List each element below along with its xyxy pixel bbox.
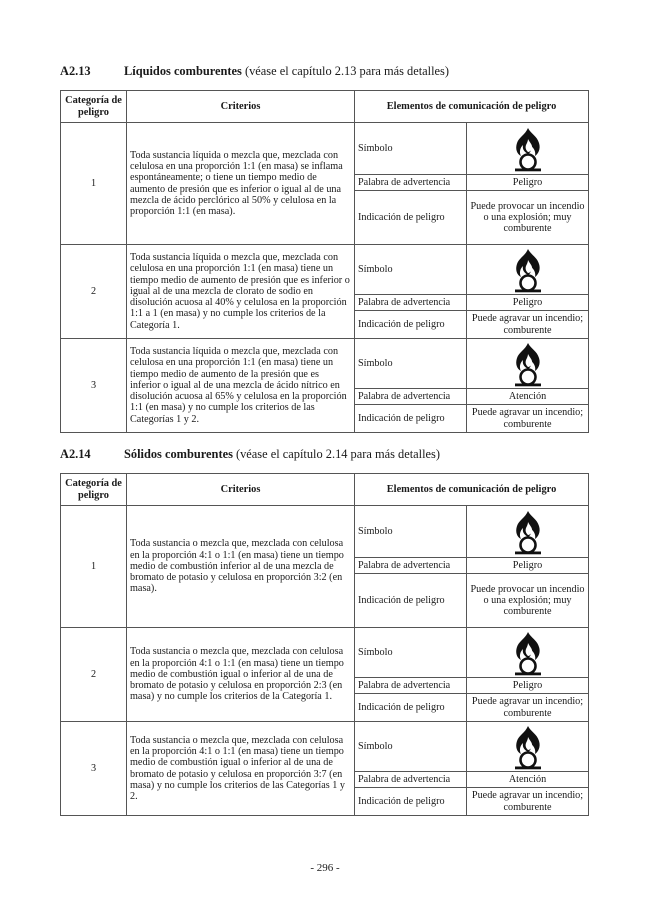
table-row	[61, 722, 589, 772]
symbol-label: Símbolo	[355, 339, 467, 389]
header-elements: Elementos de comunicación de peligro	[355, 474, 589, 506]
page-number: - 296 -	[310, 862, 340, 874]
section-title-a2-14	[60, 447, 440, 461]
hazard-table-liquids	[60, 90, 589, 433]
header-category: Categoría de peligro	[61, 474, 127, 506]
hazard-statement: Puede agravar un incendio; comburente	[467, 694, 589, 722]
signal-word-label: Palabra de advertencia	[355, 295, 467, 311]
symbol-label: Símbolo	[355, 506, 467, 558]
table-row	[61, 339, 589, 389]
flame-over-circle-icon	[467, 245, 589, 295]
flame-over-circle-icon	[467, 506, 589, 558]
hazard-table-solids	[60, 473, 589, 816]
table-row	[61, 123, 589, 175]
signal-word: Peligro	[467, 175, 589, 191]
section-name: Líquidos comburentes	[124, 64, 242, 78]
header-criteria: Criterios	[127, 474, 355, 506]
symbol-label: Símbolo	[355, 628, 467, 678]
criteria-cell: Toda sustancia líquida o mezcla que, mezclada con celulosa en una proporción 1:1 (en masa) se inflama espontáneamente; o tiene un tiempo medio de aumento de presión que es inferior o igual al de una mezcla de ácido perclórico al 50% y celulosa en la proporción 1:1 (en masa).	[127, 123, 355, 245]
header-criteria: Criterios	[127, 91, 355, 123]
criteria-cell: Toda sustancia o mezcla que, mezclada con celulosa en la proporción 4:1 o 1:1 (en masa) tiene un tiempo medio de combustión inferior al de una mezcla de bromato de potasio y celulosa en proporción 3:2 (en masa).	[127, 506, 355, 628]
criteria-cell: Toda sustancia o mezcla que, mezclada con celulosa en la proporción 4:1 o 1:1 (en masa) tiene un tiempo medio de combustión igual o inferior al de una de bromato de potasio y celulosa en proporción 3:7 (en masa) y no cumple los criterios de las Categorías 1 y 2.	[127, 722, 355, 816]
flame-over-circle-icon	[467, 722, 589, 772]
hazard-statement: Puede provocar un incendio o una explosión; muy comburente	[467, 574, 589, 628]
category-cell: 2	[61, 628, 127, 722]
header-elements: Elementos de comunicación de peligro	[355, 91, 589, 123]
hazard-statement-label: Indicación de peligro	[355, 191, 467, 245]
section-number: A2.13	[60, 64, 91, 78]
symbol-label: Símbolo	[355, 722, 467, 772]
symbol-label: Símbolo	[355, 245, 467, 295]
section-reference: (véase el capítulo 2.14 para más detalles)	[232, 447, 441, 461]
category-cell: 1	[61, 506, 127, 628]
hazard-statement-label: Indicación de peligro	[355, 574, 467, 628]
signal-word: Peligro	[467, 295, 589, 311]
criteria-cell: Toda sustancia líquida o mezcla que, mezclada con celulosa en una proporción 1:1 (en masa) tiene un tiempo medio de aumento de la presión que es inferior o igual al de una mezcla de ácido nítrico en disolución acuosa al 65% y celulosa en la proporción 1:1 (en masa) y no cumple los criterios de las Categorías 1 y 2.	[127, 339, 355, 433]
table-header-row	[61, 474, 589, 506]
signal-word-label: Palabra de advertencia	[355, 175, 467, 191]
hazard-statement: Puede agravar un incendio; comburente	[467, 311, 589, 339]
flame-over-circle-icon	[467, 123, 589, 175]
category-cell: 2	[61, 245, 127, 339]
header-category: Categoría de peligro	[61, 91, 127, 123]
category-cell: 3	[61, 722, 127, 816]
signal-word: Atención	[467, 772, 589, 788]
hazard-statement-label: Indicación de peligro	[355, 788, 467, 816]
signal-word-label: Palabra de advertencia	[355, 389, 467, 405]
flame-over-circle-icon	[467, 628, 589, 678]
hazard-statement: Puede agravar un incendio; comburente	[467, 405, 589, 433]
section-name: Sólidos comburentes	[124, 447, 233, 461]
category-cell: 3	[61, 339, 127, 433]
hazard-statement: Puede provocar un incendio o una explosión; muy comburente	[467, 191, 589, 245]
hazard-statement: Puede agravar un incendio; comburente	[467, 788, 589, 816]
hazard-statement-label: Indicación de peligro	[355, 405, 467, 433]
signal-word-label: Palabra de advertencia	[355, 772, 467, 788]
hazard-statement-label: Indicación de peligro	[355, 694, 467, 722]
hazard-statement-label: Indicación de peligro	[355, 311, 467, 339]
section-number: A2.14	[60, 447, 91, 461]
table-row	[61, 628, 589, 678]
section-reference: (véase el capítulo 2.13 para más detalles)	[241, 64, 449, 78]
flame-over-circle-icon	[467, 339, 589, 389]
signal-word-label: Palabra de advertencia	[355, 678, 467, 694]
signal-word: Peligro	[467, 558, 589, 574]
section-title-a2-13	[60, 64, 449, 78]
signal-word: Peligro	[467, 678, 589, 694]
table-row	[61, 506, 589, 558]
signal-word: Atención	[467, 389, 589, 405]
table-row	[61, 245, 589, 295]
symbol-label: Símbolo	[355, 123, 467, 175]
criteria-cell: Toda sustancia líquida o mezcla que, mezclada con celulosa en una proporción 1:1 (en masa) tiene un tiempo medio de aumento de presión que es inferior o igual al de una mezcla de clorato de sodio en disolución acuosa al 40% y celulosa en la proporción 1:1 a 1 (en masa) y no cumple los criterios de la Categoría 1.	[127, 245, 355, 339]
criteria-cell: Toda sustancia o mezcla que, mezclada con celulosa en la proporción 4:1 o 1:1 (en masa) tiene un tiempo medio de combustión igual o inferior al de una de bromato de potasio y celulosa en proporción 2:3 (en masa) y no cumple los criterios de la Categoría 1.	[127, 628, 355, 722]
signal-word-label: Palabra de advertencia	[355, 558, 467, 574]
category-cell: 1	[61, 123, 127, 245]
table-header-row	[61, 91, 589, 123]
